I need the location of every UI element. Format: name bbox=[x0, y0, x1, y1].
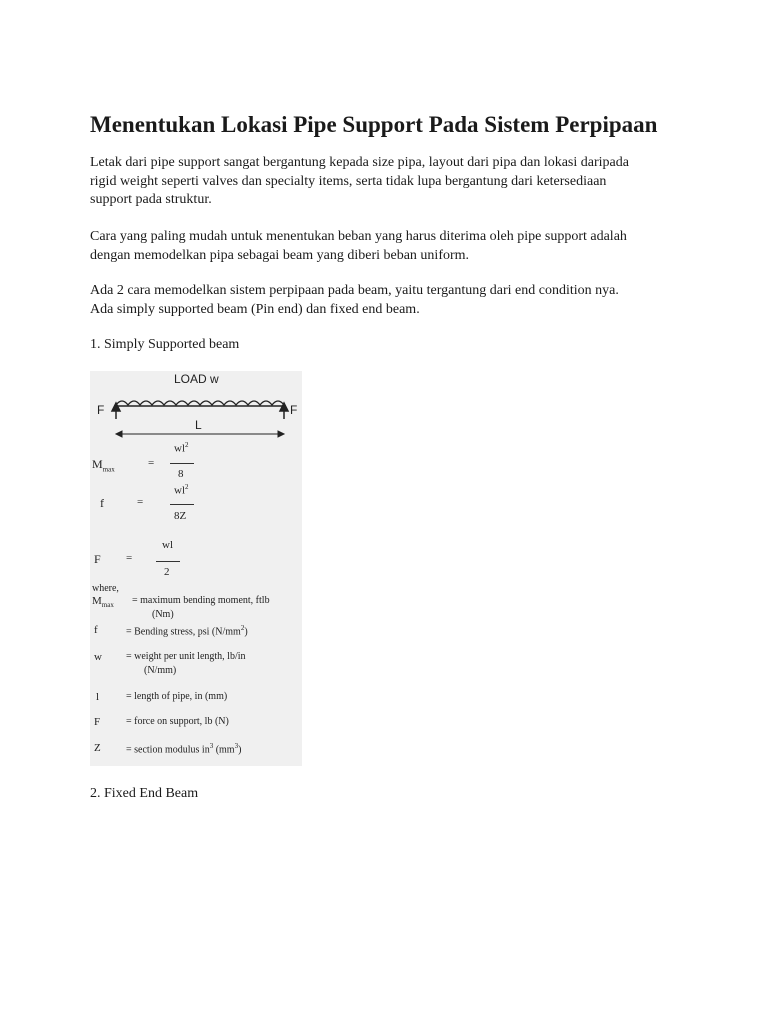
paragraph-line: dengan memodelkan pipa sebagai beam yang diberi beban uniform. bbox=[90, 247, 470, 263]
def-text-force: = force on support, lb (N) bbox=[126, 716, 229, 727]
def-cont-mmax: (Nm) bbox=[152, 609, 174, 620]
def-text-w: = weight per unit length, lb/in bbox=[126, 651, 246, 662]
def-text-f-sup: 2 bbox=[240, 624, 245, 632]
mmax-symbol bbox=[92, 457, 115, 473]
section-heading-simply-supported: 1. Simply Supported beam bbox=[90, 337, 240, 352]
paragraph-method bbox=[90, 228, 680, 265]
def-symbol-mmax bbox=[92, 595, 114, 609]
mmax-numerator-sup: 2 bbox=[185, 441, 189, 449]
mmax-numerator-text: wl bbox=[174, 442, 185, 455]
mmax-numerator bbox=[174, 441, 189, 455]
equals-sign: = bbox=[148, 457, 155, 469]
def-text-f-tail: ) bbox=[244, 626, 248, 638]
def-symbol-f: f bbox=[94, 624, 98, 636]
def-symbol-z: Z bbox=[94, 742, 101, 754]
fraction-bar bbox=[156, 561, 180, 562]
load-label: LOAD w bbox=[174, 372, 219, 386]
def-text-z-tail2: ) bbox=[238, 744, 242, 756]
equals-sign: = bbox=[137, 496, 144, 508]
force-numerator: wl bbox=[162, 539, 173, 551]
beam-diagram-figure bbox=[90, 371, 302, 766]
def-text-z bbox=[126, 742, 241, 755]
span-label: L bbox=[195, 418, 202, 432]
uniform-load-arcs bbox=[116, 401, 284, 405]
fraction-bar bbox=[170, 504, 194, 505]
def-text-f bbox=[126, 624, 248, 637]
where-label: where, bbox=[92, 583, 119, 594]
def-text-z-sup: 3 bbox=[209, 742, 214, 750]
paragraph-line: Ada 2 cara memodelkan sistem perpipaan pada beam, yaitu tergantung dari end condition nya. bbox=[90, 283, 619, 298]
paragraph-line: Cara yang paling mudah untuk menentukan beban yang harus diterima oleh pipe support adalah bbox=[90, 229, 627, 244]
paragraph-intro bbox=[90, 154, 680, 210]
fraction-bar bbox=[170, 463, 194, 464]
mmax-denominator: 8 bbox=[178, 468, 184, 480]
paragraph-line: rigid weight seperti valves dan specialty items, serta tidak lupa bergantung dari ketersediaan bbox=[90, 173, 607, 189]
def-text-z-tail: (mm bbox=[213, 744, 235, 756]
equals-sign: = bbox=[126, 552, 133, 564]
def-text-l: = length of pipe, in (mm) bbox=[126, 691, 228, 702]
def-mmax-letter: M bbox=[92, 595, 102, 607]
f-denominator: 8Z bbox=[174, 510, 187, 522]
f-symbol: f bbox=[100, 496, 104, 510]
section-heading-fixed-end: 2. Fixed End Beam bbox=[90, 786, 199, 801]
mmax-subscript: max bbox=[102, 465, 115, 474]
force-label-right: F bbox=[290, 403, 298, 417]
def-text-z-main: = section modulus in bbox=[126, 744, 210, 756]
force-denominator: 2 bbox=[164, 566, 170, 578]
paragraph-line: Ada simply supported beam (Pin end) dan fixed end beam. bbox=[90, 301, 420, 317]
page-title: Menentukan Lokasi Pipe Support Pada Sistem Perpipaan bbox=[90, 112, 658, 137]
f-numerator-text: wl bbox=[174, 484, 185, 497]
mmax-letter: M bbox=[92, 457, 103, 471]
def-symbol-w: w bbox=[94, 651, 102, 663]
f-numerator bbox=[174, 483, 189, 497]
def-cont-w: (N/mm) bbox=[144, 665, 177, 676]
f-numerator-sup: 2 bbox=[185, 483, 189, 491]
force-label-left: F bbox=[97, 403, 105, 417]
paragraph-models bbox=[90, 282, 680, 319]
def-mmax-sub: max bbox=[101, 601, 114, 610]
def-symbol-l: l bbox=[96, 691, 100, 703]
force-symbol: F bbox=[94, 552, 101, 566]
paragraph-line: Letak dari pipe support sangat bergantung kepada size pipa, layout dari pipa dan lokasi daripada bbox=[90, 155, 629, 170]
def-symbol-force: F bbox=[94, 716, 101, 728]
def-text-mmax: = maximum bending moment, ftlb bbox=[132, 595, 270, 606]
def-text-z-sup2: 3 bbox=[234, 742, 239, 750]
def-text-f-main: = Bending stress, psi (N/mm bbox=[126, 626, 241, 638]
paragraph-line: support pada struktur. bbox=[90, 192, 212, 207]
